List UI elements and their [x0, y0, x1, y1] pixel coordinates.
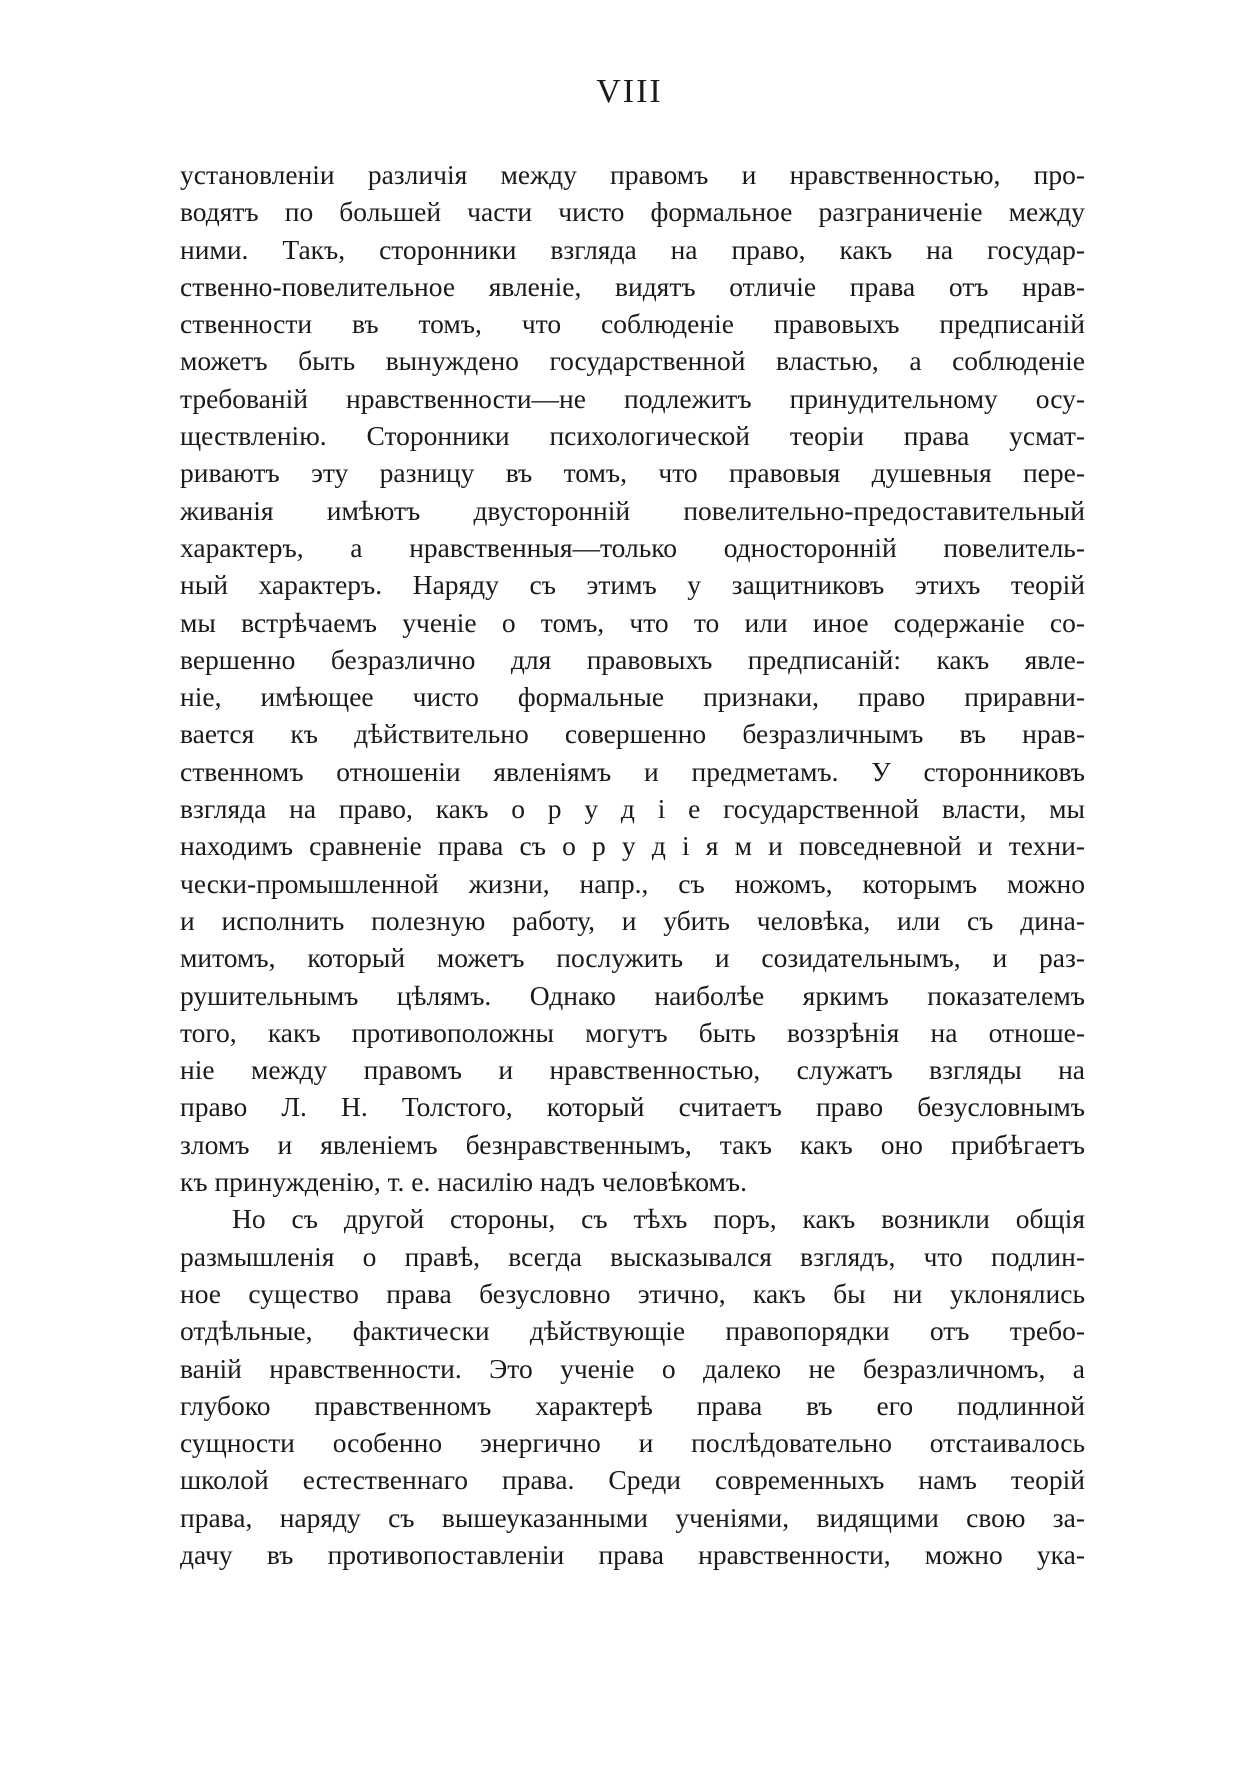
text-line: взгляда на право, какъ о р у д і е государственной власти, мы	[180, 793, 1085, 825]
text-line: того, какъ противоположны могутъ быть воззрѣнія на отноше-	[180, 1016, 1085, 1048]
text-line: мы встрѣчаемъ ученіе о томъ, что то или иное содержаніе со-	[180, 606, 1085, 638]
text-line: ственности въ томъ, что соблюденіе правовыхъ предписаній	[180, 308, 1085, 340]
text-line: вершенно безразлично для правовыхъ предписаній: какъ явле-	[180, 643, 1085, 675]
text-line: ваній нравственности. Это ученіе о далеко не безразличномъ, а	[180, 1352, 1085, 1384]
text-line: отдѣльные, фактически дѣйствующіе правопорядки отъ требо-	[180, 1315, 1085, 1347]
text-line: чески-промышленной жизни, напр., съ ножомъ, которымъ можно	[180, 867, 1085, 899]
text-line: характеръ, а нравственныя—только односторонній повелитель-	[180, 531, 1085, 563]
text-line: водятъ по большей части чисто формальное разграниченіе между	[180, 196, 1085, 228]
text-line: зломъ и явленіемъ безнравственнымъ, такъ какъ оно прибѣгаетъ	[180, 1128, 1085, 1160]
text-line: находимъ сравненіе права съ о р у д і я м и повседневной и техни-	[180, 830, 1085, 862]
text-line: установленіи различія между правомъ и нравственностью, про-	[180, 159, 1085, 190]
page-number: VIII	[596, 73, 663, 110]
text-line: ственно-повелительное явленіе, видятъ отличіе права отъ нрав-	[180, 270, 1085, 302]
text-line: размышленія о правѣ, всегда высказывался взглядъ, что подлин-	[180, 1240, 1085, 1272]
text-line: требованій нравственности—не подлежитъ принудительному осу-	[180, 382, 1085, 414]
text-line: сущности особенно энергично и послѣдовательно отстаивалось	[180, 1427, 1085, 1459]
text-line: школой естественнаго права. Среди современныхъ намъ теорій	[180, 1464, 1085, 1496]
text-line: дачу въ противопоставленіи права нравственности, можно ука-	[180, 1538, 1085, 1570]
text-line: ный характеръ. Наряду съ этимъ у защитниковъ этихъ теорій	[180, 569, 1085, 601]
text-line: риваютъ эту разницу въ томъ, что правовыя душевныя пере-	[180, 457, 1085, 489]
text-line: ное существо права безусловно этично, какъ бы ни уклонялись	[180, 1277, 1085, 1309]
body-text	[180, 156, 1085, 1573]
text-line: глубоко правственномъ характерѣ права въ его подлинной	[180, 1389, 1085, 1421]
text-line: къ принужденію, т. е. насилію надъ человѣкомъ.	[180, 1166, 747, 1198]
text-line: ществленію. Сторонники психологической теоріи права усмат-	[180, 420, 1085, 452]
text-line: ственномъ отношеніи явленіямъ и предметамъ. У сторонниковъ	[180, 755, 1085, 787]
text-line: права, наряду съ вышеуказанными ученіями, видящими свою за-	[180, 1501, 1085, 1533]
text-line: вается къ дѣйствительно совершенно безразличнымъ въ нрав-	[180, 718, 1085, 750]
text-line: Но съ другой стороны, съ тѣхъ поръ, какъ возникли общія	[232, 1203, 1085, 1235]
text-line: митомъ, который можетъ послужить и созидательнымъ, и раз-	[180, 942, 1085, 974]
text-line: ніе между правомъ и нравственностью, служатъ взгляды на	[180, 1054, 1085, 1086]
text-line: живанія имѣютъ двусторонній повелительно-предоставительный	[180, 494, 1085, 526]
text-line: право Л. Н. Толстого, который считаетъ право безусловнымъ	[180, 1091, 1085, 1123]
text-line: ніе, имѣющее чисто формальные признаки, право приравни-	[180, 681, 1085, 713]
text-line: и исполнить полезную работу, и убить человѣка, или съ дина-	[180, 904, 1085, 936]
text-line: можетъ быть вынуждено государственной властью, а соблюденіе	[180, 345, 1085, 377]
text-line: ними. Такъ, сторонники взгляда на право, какъ на государ-	[180, 233, 1085, 265]
text-line: рушительнымъ цѣлямъ. Однако наиболѣе яркимъ показателемъ	[180, 979, 1085, 1011]
